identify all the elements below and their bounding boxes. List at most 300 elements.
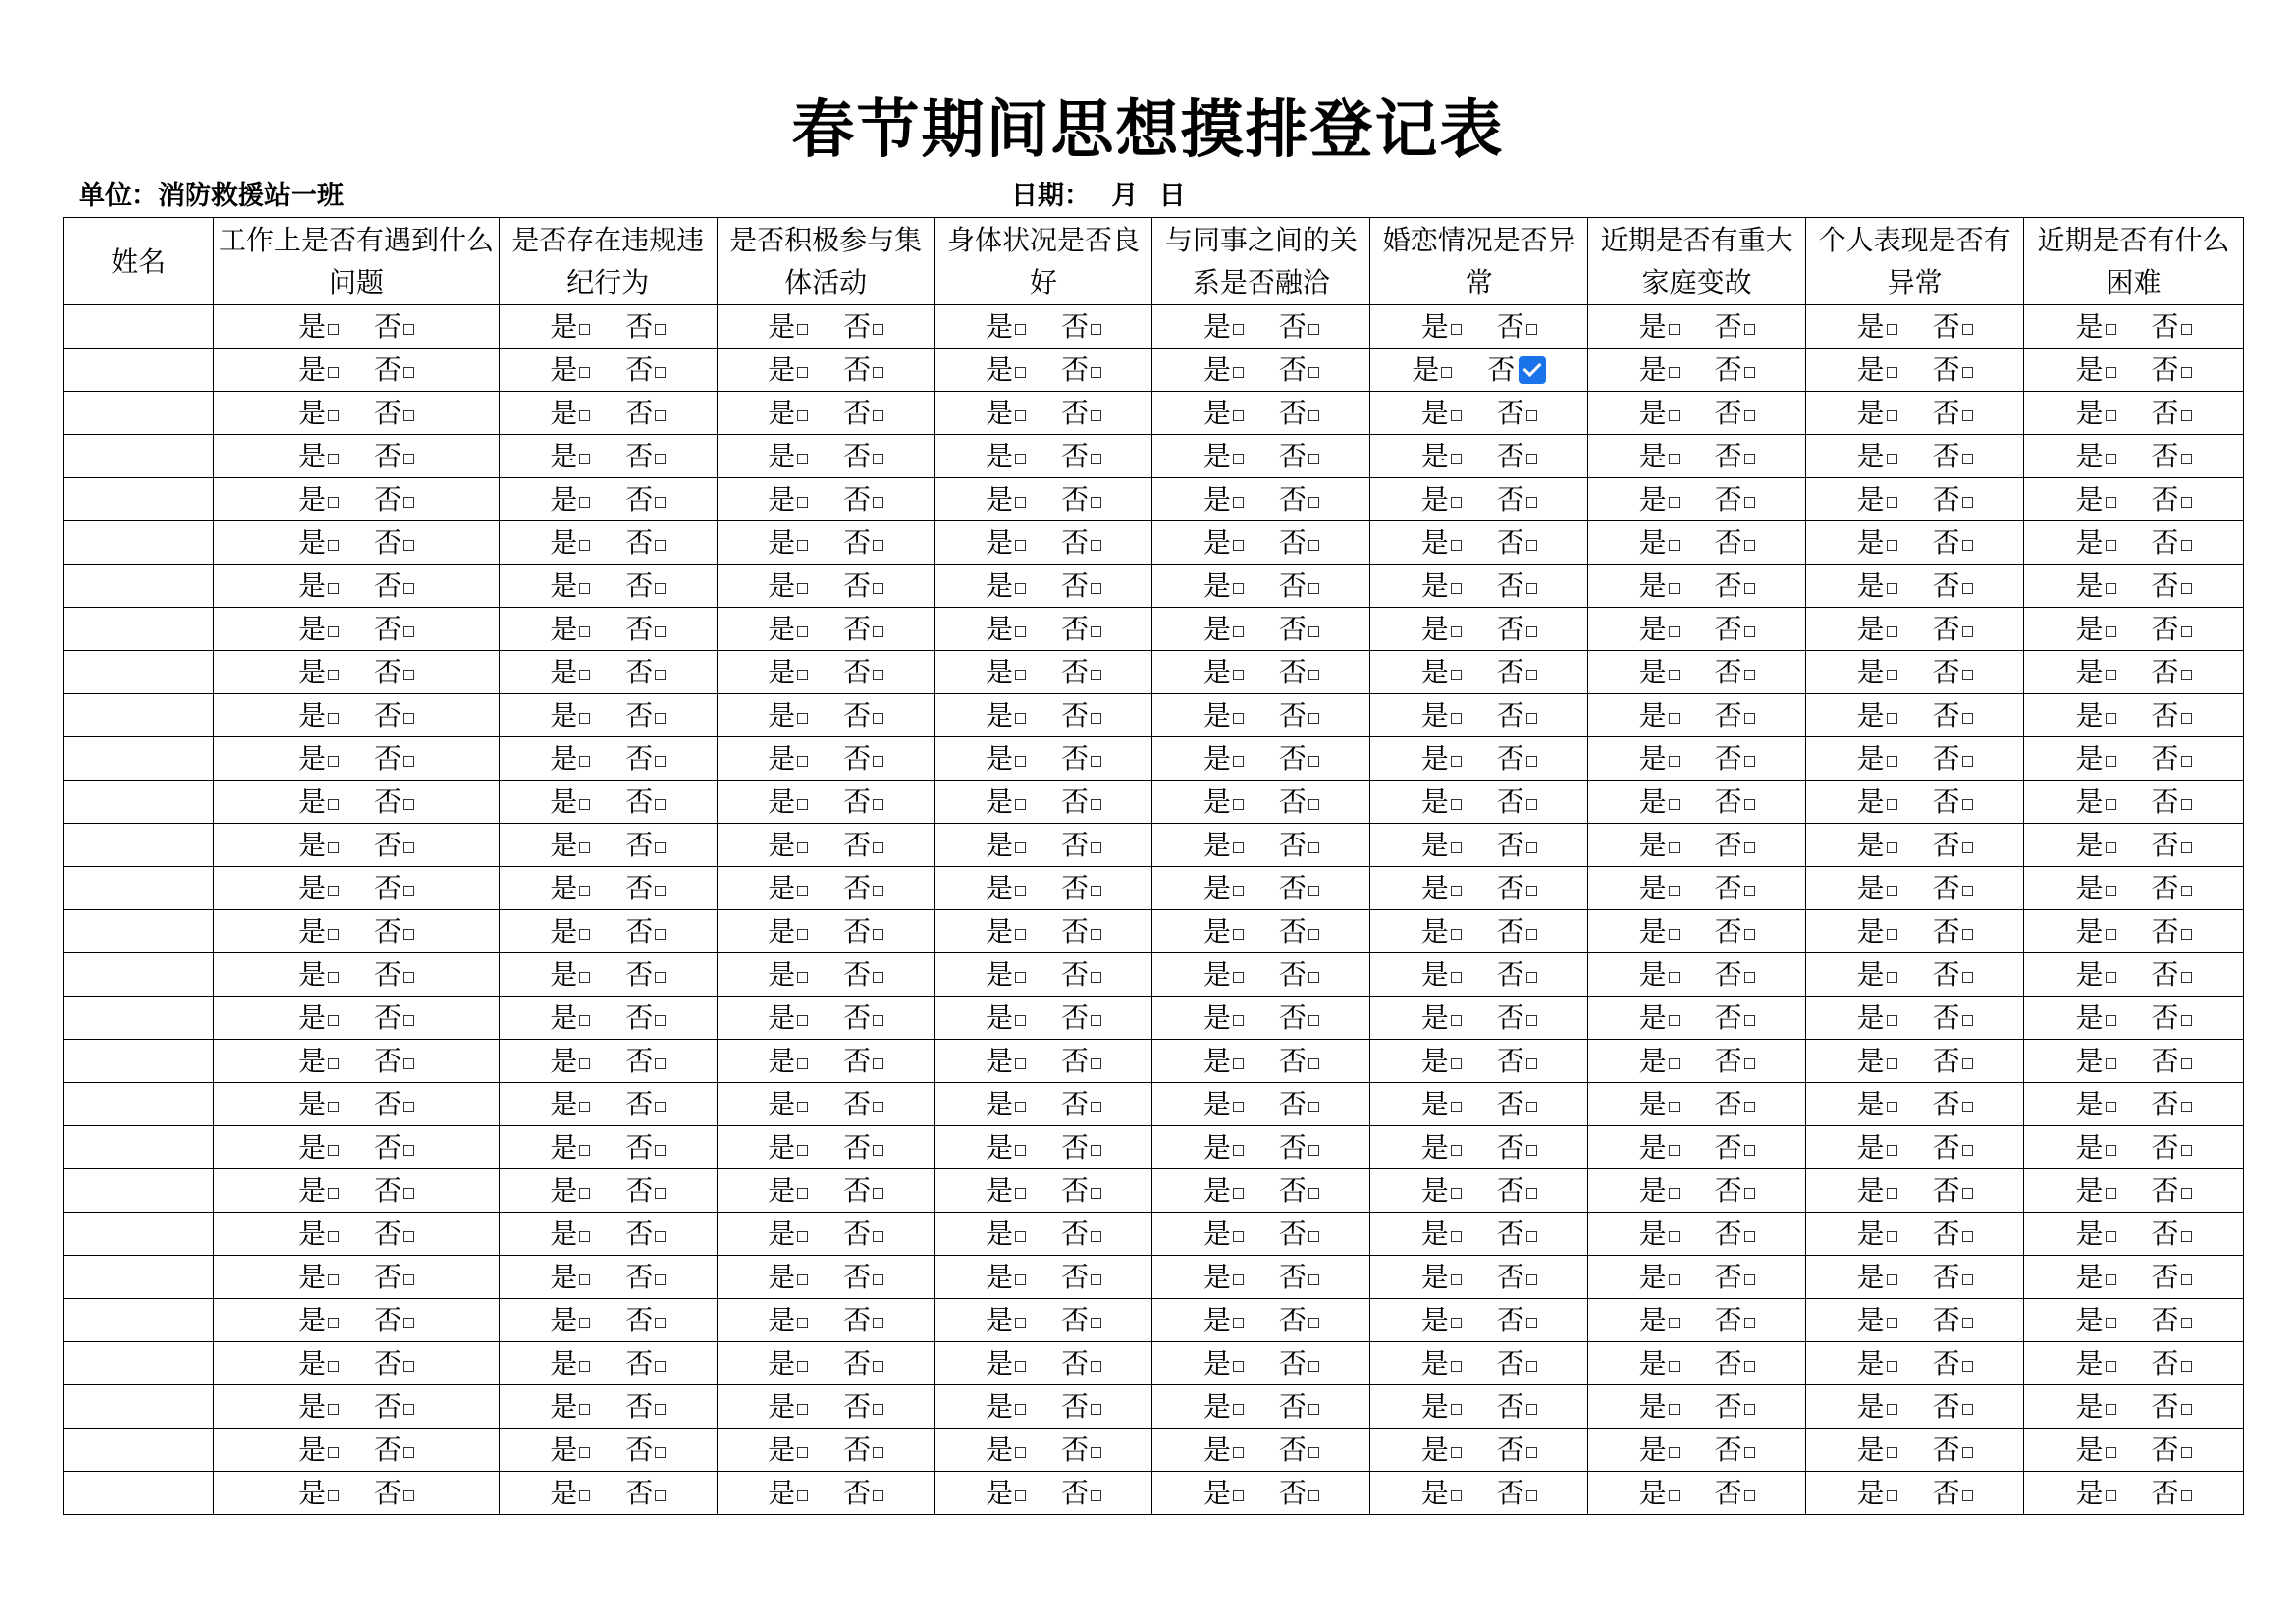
yes-option[interactable]	[986, 1472, 1026, 1514]
checkbox[interactable]	[2106, 1058, 2116, 1069]
no-option[interactable]	[625, 565, 666, 607]
yes-option[interactable]	[1639, 694, 1680, 736]
checkbox[interactable]	[1744, 410, 1755, 421]
checkbox[interactable]	[1526, 626, 1537, 637]
no-option[interactable]	[374, 392, 414, 434]
no-option[interactable]	[1715, 1472, 1755, 1514]
checkbox[interactable]	[797, 972, 808, 983]
no-option[interactable]	[625, 608, 666, 650]
checkbox[interactable]	[2181, 670, 2192, 680]
checkbox[interactable]	[1441, 367, 1452, 378]
yes-option[interactable]	[1857, 435, 1897, 477]
checkbox[interactable]	[655, 756, 666, 767]
checkbox[interactable]	[1015, 583, 1026, 594]
no-option[interactable]	[1061, 651, 1101, 693]
checkbox[interactable]	[1233, 540, 1244, 551]
no-option[interactable]	[374, 1429, 414, 1471]
no-option[interactable]	[374, 1126, 414, 1168]
checkbox[interactable]	[1669, 1231, 1680, 1242]
no-option[interactable]	[374, 651, 414, 693]
name-cell[interactable]	[64, 953, 214, 997]
checkbox[interactable]	[1233, 1274, 1244, 1285]
no-option[interactable]	[2152, 651, 2192, 693]
checkbox[interactable]	[328, 1447, 339, 1458]
no-option[interactable]	[2152, 435, 2192, 477]
no-option[interactable]	[374, 565, 414, 607]
checkbox[interactable]	[1091, 1058, 1101, 1069]
no-option[interactable]	[843, 1169, 883, 1212]
yes-option[interactable]	[1421, 565, 1462, 607]
checkbox[interactable]	[2181, 626, 2192, 637]
no-option[interactable]	[625, 1342, 666, 1384]
name-cell[interactable]	[64, 910, 214, 953]
checkbox[interactable]	[1887, 583, 1897, 594]
yes-option[interactable]	[298, 565, 339, 607]
yes-option[interactable]	[550, 694, 590, 736]
yes-option[interactable]	[1203, 1213, 1244, 1255]
yes-option[interactable]	[550, 1342, 590, 1384]
checkbox[interactable]	[1015, 929, 1026, 940]
yes-option[interactable]	[1203, 781, 1244, 823]
yes-option[interactable]	[1639, 521, 1680, 564]
checkbox[interactable]	[1015, 756, 1026, 767]
no-option[interactable]	[625, 1256, 666, 1298]
yes-option[interactable]	[1203, 305, 1244, 348]
no-option[interactable]	[1933, 651, 1973, 693]
no-option[interactable]	[1497, 1169, 1537, 1212]
checkbox[interactable]	[797, 497, 808, 508]
checkbox[interactable]	[1233, 626, 1244, 637]
no-option[interactable]	[1497, 608, 1537, 650]
checkbox[interactable]	[1091, 1102, 1101, 1112]
no-option[interactable]	[374, 953, 414, 996]
yes-option[interactable]	[1203, 478, 1244, 520]
checkbox[interactable]	[1015, 324, 1026, 335]
checkbox[interactable]	[579, 1231, 590, 1242]
checkbox[interactable]	[797, 886, 808, 896]
checkbox[interactable]	[1091, 454, 1101, 464]
no-option[interactable]	[1497, 1429, 1537, 1471]
checkbox[interactable]	[1962, 1318, 1973, 1328]
checkbox[interactable]	[579, 713, 590, 724]
no-option[interactable]	[1715, 867, 1755, 909]
checkbox[interactable]	[873, 454, 883, 464]
no-option[interactable]	[1715, 1213, 1755, 1255]
checkbox[interactable]	[403, 540, 414, 551]
checkbox[interactable]	[1526, 1145, 1537, 1156]
yes-option[interactable]	[1421, 651, 1462, 693]
no-option[interactable]	[1497, 521, 1537, 564]
checkbox[interactable]	[1308, 410, 1319, 421]
name-cell[interactable]	[64, 737, 214, 781]
checkbox[interactable]	[2181, 454, 2192, 464]
checkbox[interactable]	[328, 670, 339, 680]
yes-option[interactable]	[1639, 737, 1680, 780]
no-option[interactable]	[1061, 435, 1101, 477]
checkbox[interactable]	[655, 410, 666, 421]
no-option[interactable]	[1497, 305, 1537, 348]
name-cell[interactable]	[64, 349, 214, 392]
no-option[interactable]	[1497, 997, 1537, 1039]
yes-option[interactable]	[986, 521, 1026, 564]
no-option[interactable]	[1279, 1083, 1319, 1125]
yes-option[interactable]	[1857, 781, 1897, 823]
checkbox[interactable]	[1962, 842, 1973, 853]
no-option[interactable]	[2152, 910, 2192, 952]
yes-option[interactable]	[1639, 1169, 1680, 1212]
checkbox[interactable]	[1887, 497, 1897, 508]
checkbox[interactable]	[1526, 1490, 1537, 1501]
yes-option[interactable]	[1421, 1126, 1462, 1168]
yes-option[interactable]	[2075, 349, 2115, 391]
no-option[interactable]	[1279, 1169, 1319, 1212]
checkbox[interactable]	[797, 367, 808, 378]
no-option[interactable]	[2152, 867, 2192, 909]
no-option[interactable]	[1061, 867, 1101, 909]
yes-option[interactable]	[768, 1472, 808, 1514]
checkbox[interactable]	[2106, 1015, 2116, 1026]
checkbox[interactable]	[328, 367, 339, 378]
no-option[interactable]	[625, 478, 666, 520]
yes-option[interactable]	[298, 910, 339, 952]
no-option[interactable]	[1933, 694, 1973, 736]
checkbox[interactable]	[579, 842, 590, 853]
no-option[interactable]	[1061, 997, 1101, 1039]
no-option[interactable]	[1715, 1299, 1755, 1341]
checkbox[interactable]	[2106, 540, 2116, 551]
checkbox[interactable]	[1233, 1015, 1244, 1026]
no-option[interactable]	[374, 1040, 414, 1082]
checkbox[interactable]	[1669, 1490, 1680, 1501]
name-cell[interactable]	[64, 392, 214, 435]
yes-option[interactable]	[550, 1083, 590, 1125]
checkbox[interactable]	[1744, 583, 1755, 594]
yes-option[interactable]	[1421, 867, 1462, 909]
no-option[interactable]	[1715, 953, 1755, 996]
yes-option[interactable]	[298, 608, 339, 650]
checkbox[interactable]	[1962, 626, 1973, 637]
checkbox[interactable]	[579, 972, 590, 983]
name-cell[interactable]	[64, 1342, 214, 1385]
yes-option[interactable]	[986, 781, 1026, 823]
no-option[interactable]	[1061, 1040, 1101, 1082]
checkbox[interactable]	[655, 1231, 666, 1242]
checkbox[interactable]	[1669, 497, 1680, 508]
checkbox[interactable]	[1233, 324, 1244, 335]
yes-option[interactable]	[550, 565, 590, 607]
checkbox[interactable]	[1308, 1274, 1319, 1285]
no-option[interactable]	[1061, 1472, 1101, 1514]
checkbox[interactable]	[1962, 1058, 1973, 1069]
checkbox[interactable]	[403, 1447, 414, 1458]
checkbox[interactable]	[873, 1145, 883, 1156]
checkbox[interactable]	[655, 1404, 666, 1415]
checkbox[interactable]	[403, 324, 414, 335]
yes-option[interactable]	[768, 781, 808, 823]
no-option[interactable]	[1933, 565, 1973, 607]
yes-option[interactable]	[298, 392, 339, 434]
no-option[interactable]	[625, 521, 666, 564]
checkbox[interactable]	[1887, 540, 1897, 551]
checkbox[interactable]	[1451, 1145, 1462, 1156]
yes-option[interactable]	[1639, 997, 1680, 1039]
checkbox[interactable]	[873, 1102, 883, 1112]
yes-option[interactable]	[1421, 694, 1462, 736]
checkbox[interactable]	[1451, 1361, 1462, 1372]
yes-option[interactable]	[1857, 1342, 1897, 1384]
checkbox[interactable]	[1526, 1318, 1537, 1328]
checkbox[interactable]	[1962, 1447, 1973, 1458]
checkbox[interactable]	[1887, 1274, 1897, 1285]
no-option[interactable]	[1497, 1126, 1537, 1168]
no-option[interactable]	[843, 1126, 883, 1168]
checkbox[interactable]	[655, 583, 666, 594]
no-option[interactable]	[1061, 1083, 1101, 1125]
checkbox[interactable]	[1451, 713, 1462, 724]
no-option[interactable]	[1715, 305, 1755, 348]
checkbox[interactable]	[873, 540, 883, 551]
no-option[interactable]	[1933, 1169, 1973, 1212]
yes-option[interactable]	[1857, 1040, 1897, 1082]
checkbox[interactable]	[1308, 1015, 1319, 1026]
no-option[interactable]	[1933, 1040, 1973, 1082]
no-option[interactable]	[1715, 1342, 1755, 1384]
no-option[interactable]	[625, 694, 666, 736]
checkbox[interactable]	[2181, 410, 2192, 421]
checkbox[interactable]	[873, 1231, 883, 1242]
checkbox[interactable]	[403, 1188, 414, 1199]
checkbox[interactable]	[579, 929, 590, 940]
checkbox[interactable]	[1744, 540, 1755, 551]
checkbox[interactable]	[873, 1447, 883, 1458]
checkbox[interactable]	[655, 670, 666, 680]
yes-option[interactable]	[2075, 910, 2115, 952]
yes-option[interactable]	[1857, 997, 1897, 1039]
no-option[interactable]	[1715, 910, 1755, 952]
no-option[interactable]	[374, 824, 414, 866]
yes-option[interactable]	[1857, 651, 1897, 693]
checkbox[interactable]	[1744, 756, 1755, 767]
checkbox[interactable]	[579, 497, 590, 508]
yes-option[interactable]	[768, 349, 808, 391]
no-option[interactable]	[1279, 392, 1319, 434]
yes-option[interactable]	[298, 435, 339, 477]
no-option[interactable]	[374, 997, 414, 1039]
no-option[interactable]	[1497, 694, 1537, 736]
checkbox[interactable]	[2181, 756, 2192, 767]
yes-option[interactable]	[550, 781, 590, 823]
checkbox[interactable]	[579, 1058, 590, 1069]
checkbox[interactable]	[797, 1015, 808, 1026]
checkbox[interactable]	[1451, 929, 1462, 940]
checkbox[interactable]	[1233, 842, 1244, 853]
checkbox[interactable]	[1308, 1490, 1319, 1501]
checkbox[interactable]	[2106, 713, 2116, 724]
checkbox[interactable]	[1744, 497, 1755, 508]
checkbox[interactable]	[797, 410, 808, 421]
checkbox[interactable]	[1451, 497, 1462, 508]
checkbox[interactable]	[1526, 1231, 1537, 1242]
yes-option[interactable]	[2075, 478, 2115, 520]
checkbox[interactable]	[2106, 497, 2116, 508]
checkbox[interactable]	[873, 367, 883, 378]
checkbox[interactable]	[1308, 799, 1319, 810]
checkbox[interactable]	[403, 1318, 414, 1328]
yes-option[interactable]	[298, 305, 339, 348]
yes-option[interactable]	[298, 1083, 339, 1125]
checkbox[interactable]	[873, 886, 883, 896]
yes-option[interactable]	[1203, 824, 1244, 866]
checkbox[interactable]	[579, 1145, 590, 1156]
no-option[interactable]	[1497, 781, 1537, 823]
checkbox[interactable]	[1091, 1274, 1101, 1285]
yes-option[interactable]	[1857, 1472, 1897, 1514]
yes-option[interactable]	[550, 1472, 590, 1514]
yes-option[interactable]	[550, 392, 590, 434]
yes-option[interactable]	[1203, 997, 1244, 1039]
name-cell[interactable]	[64, 1126, 214, 1169]
checkbox[interactable]	[655, 367, 666, 378]
no-option[interactable]	[374, 1256, 414, 1298]
checkbox[interactable]	[328, 842, 339, 853]
no-option[interactable]	[1715, 565, 1755, 607]
checkbox[interactable]	[2106, 324, 2116, 335]
checkbox[interactable]	[873, 1015, 883, 1026]
name-cell[interactable]	[64, 1213, 214, 1256]
yes-option[interactable]	[1203, 435, 1244, 477]
checkbox[interactable]	[1669, 324, 1680, 335]
yes-option[interactable]	[2075, 565, 2115, 607]
checkbox[interactable]	[579, 583, 590, 594]
checkbox[interactable]	[1091, 886, 1101, 896]
no-option[interactable]	[1715, 694, 1755, 736]
checkbox[interactable]	[328, 886, 339, 896]
checkbox[interactable]	[1091, 1015, 1101, 1026]
checkbox[interactable]	[1451, 1058, 1462, 1069]
no-option[interactable]	[843, 651, 883, 693]
no-option[interactable]	[1061, 910, 1101, 952]
checkbox[interactable]	[1744, 842, 1755, 853]
no-option[interactable]	[1061, 608, 1101, 650]
checkbox[interactable]	[1669, 842, 1680, 853]
checkbox[interactable]	[797, 1188, 808, 1199]
checkbox[interactable]	[1669, 1188, 1680, 1199]
yes-option[interactable]	[1639, 1299, 1680, 1341]
checkbox[interactable]	[1091, 1447, 1101, 1458]
yes-option[interactable]	[986, 1040, 1026, 1082]
yes-option[interactable]	[768, 1299, 808, 1341]
no-option[interactable]	[1933, 824, 1973, 866]
yes-option[interactable]	[1203, 1472, 1244, 1514]
yes-option[interactable]	[1203, 392, 1244, 434]
yes-option[interactable]	[550, 737, 590, 780]
checkbox[interactable]	[1744, 324, 1755, 335]
no-option[interactable]	[1061, 694, 1101, 736]
yes-option[interactable]	[1421, 608, 1462, 650]
checkbox[interactable]	[1962, 540, 1973, 551]
checkbox[interactable]	[328, 1188, 339, 1199]
yes-option[interactable]	[298, 1472, 339, 1514]
no-option[interactable]	[1061, 1169, 1101, 1212]
no-option[interactable]	[1497, 737, 1537, 780]
yes-option[interactable]	[986, 1083, 1026, 1125]
yes-option[interactable]	[2075, 1213, 2115, 1255]
checkbox[interactable]	[1887, 1188, 1897, 1199]
checkbox[interactable]	[1887, 1318, 1897, 1328]
checkbox[interactable]	[579, 886, 590, 896]
yes-option[interactable]	[986, 1169, 1026, 1212]
checkbox[interactable]	[579, 626, 590, 637]
name-cell[interactable]	[64, 305, 214, 349]
checkbox[interactable]	[1451, 324, 1462, 335]
yes-option[interactable]	[986, 694, 1026, 736]
no-option[interactable]	[374, 1385, 414, 1428]
checkbox[interactable]	[797, 1102, 808, 1112]
yes-option[interactable]	[986, 1385, 1026, 1428]
name-cell[interactable]	[64, 1299, 214, 1342]
yes-option[interactable]	[1421, 781, 1462, 823]
yes-option[interactable]	[1639, 435, 1680, 477]
yes-option[interactable]	[1639, 349, 1680, 391]
no-option[interactable]	[1933, 1385, 1973, 1428]
checkbox[interactable]	[873, 929, 883, 940]
checkbox[interactable]	[797, 454, 808, 464]
checkbox[interactable]	[1526, 972, 1537, 983]
no-option[interactable]	[2152, 1299, 2192, 1341]
no-option[interactable]	[2152, 1429, 2192, 1471]
checkbox[interactable]	[2181, 929, 2192, 940]
yes-option[interactable]	[2075, 1472, 2115, 1514]
no-option[interactable]	[1933, 1472, 1973, 1514]
checkbox[interactable]	[328, 454, 339, 464]
name-cell[interactable]	[64, 651, 214, 694]
yes-option[interactable]	[986, 608, 1026, 650]
yes-option[interactable]	[2075, 1299, 2115, 1341]
name-cell[interactable]	[64, 867, 214, 910]
checkbox[interactable]	[797, 1274, 808, 1285]
yes-option[interactable]	[1421, 1429, 1462, 1471]
no-option[interactable]	[1279, 435, 1319, 477]
checkbox[interactable]	[1308, 929, 1319, 940]
checkbox[interactable]	[1526, 540, 1537, 551]
checkbox[interactable]	[1669, 756, 1680, 767]
checkbox[interactable]	[1744, 1188, 1755, 1199]
checkbox[interactable]	[1526, 1188, 1537, 1199]
checkbox[interactable]	[655, 1361, 666, 1372]
no-option[interactable]	[625, 997, 666, 1039]
checkbox[interactable]	[873, 842, 883, 853]
checkbox[interactable]	[1233, 670, 1244, 680]
yes-option[interactable]	[986, 1299, 1026, 1341]
checkbox[interactable]	[579, 670, 590, 680]
checkbox[interactable]	[1233, 1231, 1244, 1242]
no-option[interactable]	[1061, 565, 1101, 607]
checkbox[interactable]	[1887, 1490, 1897, 1501]
no-option[interactable]	[1715, 608, 1755, 650]
yes-option[interactable]	[986, 997, 1026, 1039]
no-option[interactable]	[1933, 608, 1973, 650]
yes-option[interactable]	[2075, 305, 2115, 348]
yes-option[interactable]	[1639, 1385, 1680, 1428]
checkbox[interactable]	[2106, 670, 2116, 680]
checkbox[interactable]	[1015, 1188, 1026, 1199]
yes-option[interactable]	[986, 1342, 1026, 1384]
checkbox[interactable]	[797, 1490, 808, 1501]
checkbox[interactable]	[2181, 1231, 2192, 1242]
checkbox[interactable]	[1308, 670, 1319, 680]
checkbox[interactable]	[403, 1274, 414, 1285]
checkbox[interactable]	[328, 1145, 339, 1156]
